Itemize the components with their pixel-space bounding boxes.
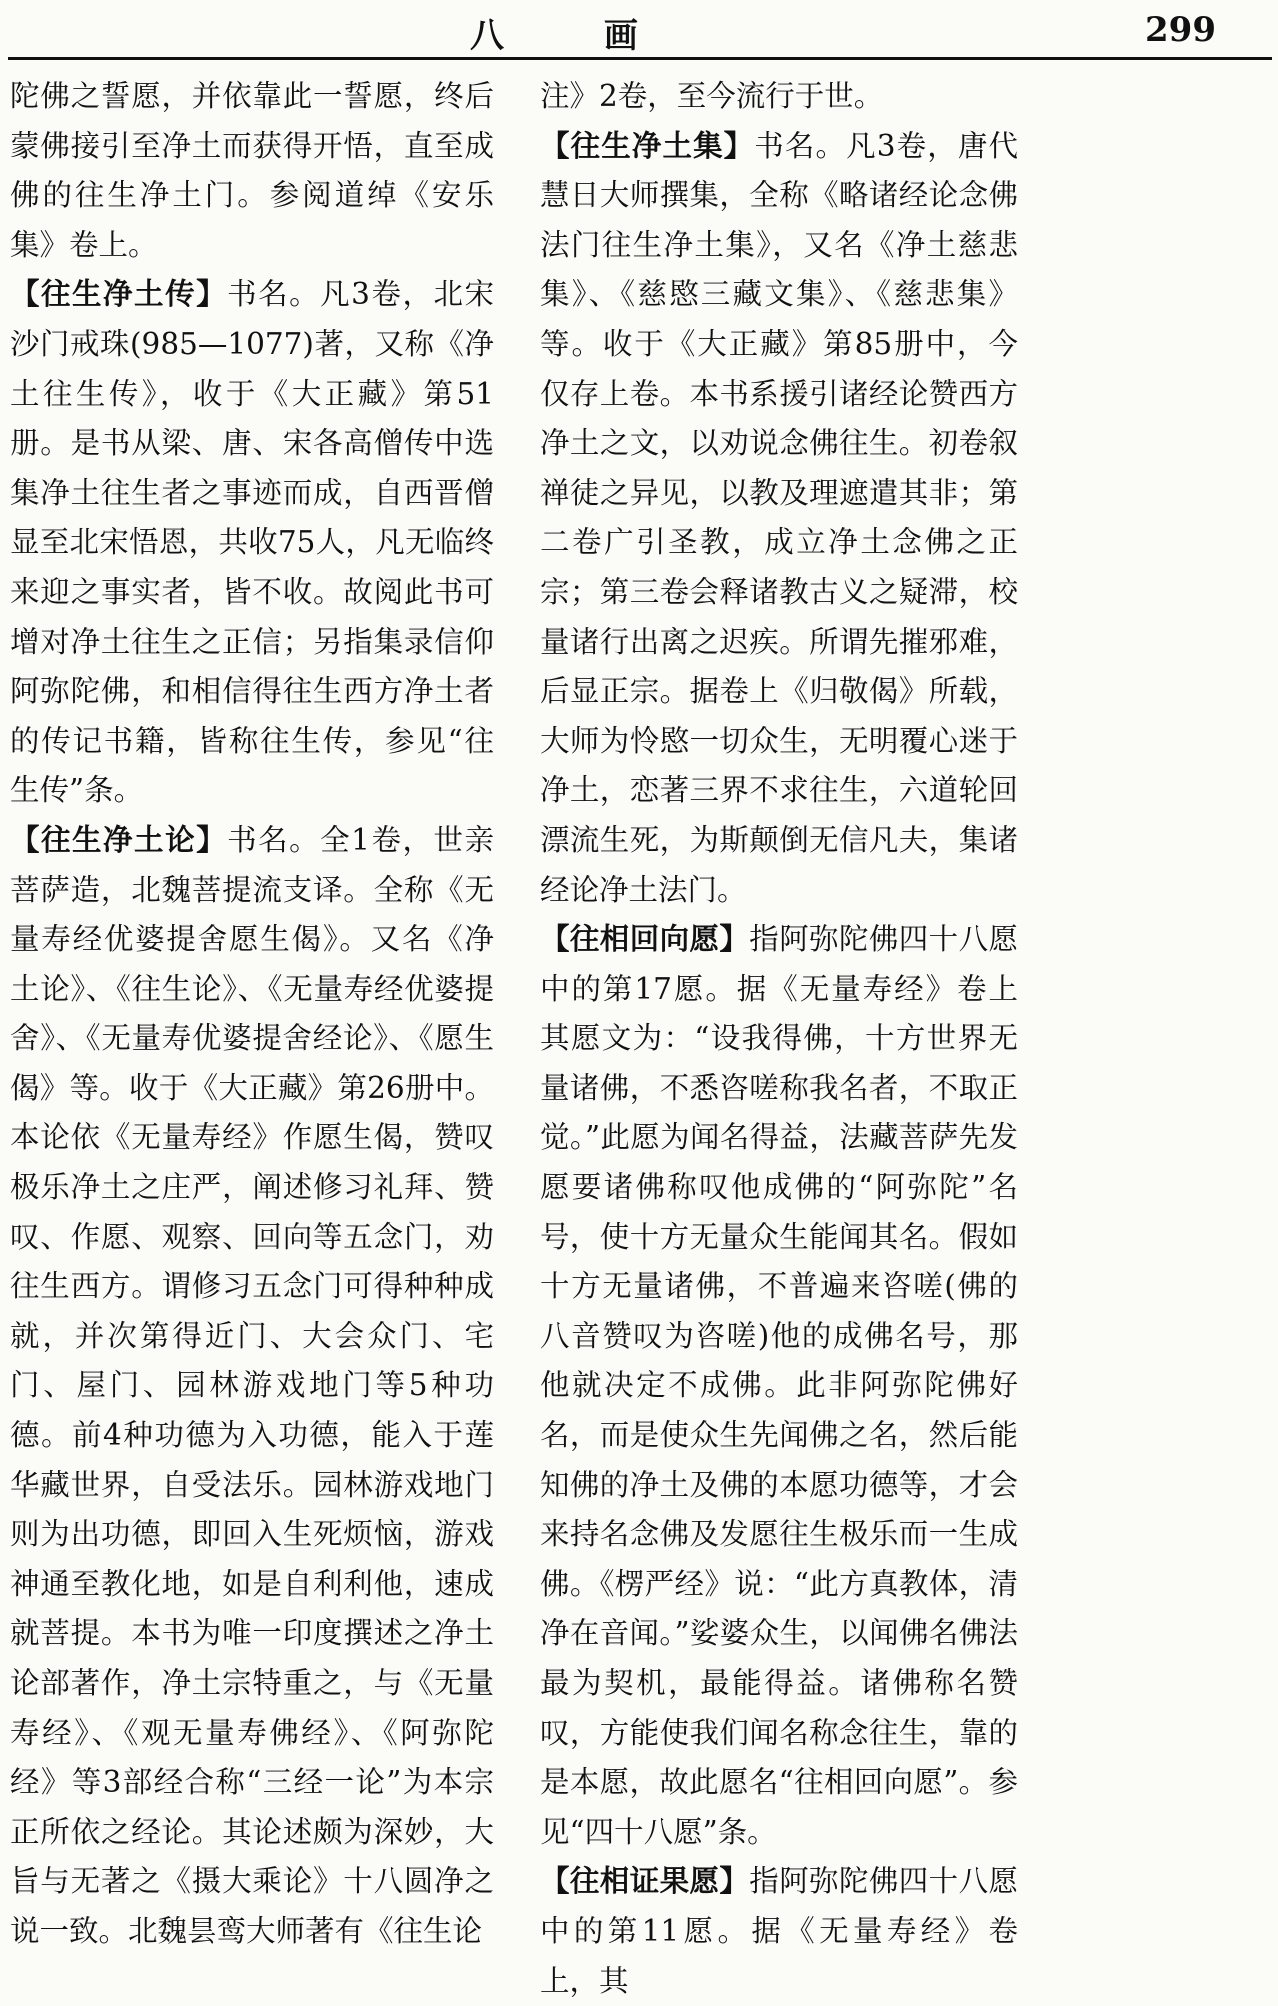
entry-text: 指阿弥陀佛四十八愿中的第17愿。据《无量寿经》卷上其愿文为：“设我得佛，十方世界无量诸佛，不悉咨嗟称我名者，不取正觉。”此愿为闻名得益，法藏菩萨先发愿要诸佛称叹他成佛的“阿弥陀”名号，使十方无量众生能闻其名。假如十方无量诸佛，不普遍来咨嗟(佛的八音赞叹为咨嗟)他的成佛名号，那他就决定不成佛。此非阿弥陀佛好名，而是使众生先闻佛之名，然后能知佛的净土及佛的本愿功德等，才会来持名念佛及发愿往生极乐而一生成佛。《楞严经》说：“此方真教体，清净在音闻。”娑婆众生，以闻佛名佛法最为契机，最能得益。诸佛称名赞叹，方能使我们闻名称念往生，靠的是本愿，故此愿名“往相回向愿”。参见“四十八愿”条。 [540,922,1018,1849]
entry-wangsheng-jingtu-ji [540,122,1018,916]
entry-text: 书名。凡3卷，北宋沙门戒珠(985—1077)著，又称《净土往生传》，收于《大正藏》第51册。是书从梁、唐、宋各高僧传中选集净土往生者之事迹而成，自西晋僧显至北宋悟恩，共收75人，凡无临终来迎之事实者，皆不收。故阅此书可增对净土往生之正信；另指集录信仰阿弥陀佛，和相信得往生西方净土者的传记书籍，皆称往生传，参见“往生传”条。 [10,277,494,808]
entry-term: 【往生净土传】 [10,277,228,312]
header-rule [8,57,1272,60]
entry-wangsheng-jingtu-zhuan [10,270,494,816]
entry-wangsheng-jingtu-lun [10,816,494,1957]
entry-text: 注》2卷，至今流行于世。 [540,79,884,113]
entry-text: 指阿弥陀佛四十八愿中的第11愿。据《无量寿经》卷上，其 [540,1864,1018,1998]
entry-term: 【往生净土论】 [10,822,228,857]
entry-wangxiang-zhengguo-yuan [540,1857,1018,2006]
entry-text: 陀佛之誓愿，并依靠此一誓愿，终后蒙佛接引至净土而获得开悟，直至成佛的往生净土门。参阅道绰《安乐集》卷上。 [10,79,494,262]
page-number: 299 [1145,10,1216,50]
left-column [10,72,494,1948]
page-header [0,0,1278,70]
section-title: 八 画 [470,16,682,56]
right-column [540,72,1018,1998]
entry-text: 书名。全1卷，世亲菩萨造，北魏菩提流支译。全称《无量寿经优婆提舍愿生偈》。又名《净土论》、《往生论》、《无量寿经优婆提舍》、《无量寿优婆提舍经论》、《愿生偈》等。收于《大正藏》第26册中。本论依《无量寿经》作愿生偈，赞叹极乐净土之庄严，阐述修习礼拜、赞叹、作愿、观察、回向等五念门，劝往生西方。谓修习五念门可得种种成就，并次第得近门、大会众门、宅门、屋门、园林游戏地门等5种功德。前4种功德为入功德，能入于莲华藏世界，自受法乐。园林游戏地门则为出功德，即回入生死烦恼，游戏神通至教化地，如是自利利他，速成就菩提。本书为唯一印度撰述之净土论部著作，净土宗特重之，与《无量寿经》、《观无量寿佛经》、《阿弥陀经》等3部经合称“三经一论”为本宗正所依之经论。其论述颇为深妙，大旨与无著之《摄大乘论》十八圆净之说一致。北魏昙鸾大师著有《往生论 [10,822,494,1948]
entry-term: 【往相证果愿】 [540,1864,750,1899]
entry-text: 书名。凡3卷，唐代慧日大师撰集，全称《略诸经论念佛法门往生净土集》，又名《净土慈悲集》、《慈愍三藏文集》、《慈悲集》等。收于《大正藏》第85册中，今仅存上卷。本书系援引诸经论赞西方净土之文，以劝说念佛往生。初卷叙禅徒之异见，以教及理遮遣其非；第二卷广引圣教，成立净土念佛之正宗；第三卷会释诸教古义之疑滞，校量诸行出离之迟疾。所谓先摧邪难，后显正宗。据卷上《归敬偈》所载，大师为怜愍一切众生，无明覆心迷于净土，恋著三界不求往生，六道轮回漂流生死，为斯颠倒无信凡夫，集诸经论净土法门。 [540,128,1018,907]
entry-continuation [10,72,494,270]
entry-term: 【往相回向愿】 [540,922,750,957]
entry-continuation [540,72,1018,122]
entry-term: 【往生净土集】 [540,128,755,163]
entry-wangxiang-huixiang-yuan [540,915,1018,1857]
